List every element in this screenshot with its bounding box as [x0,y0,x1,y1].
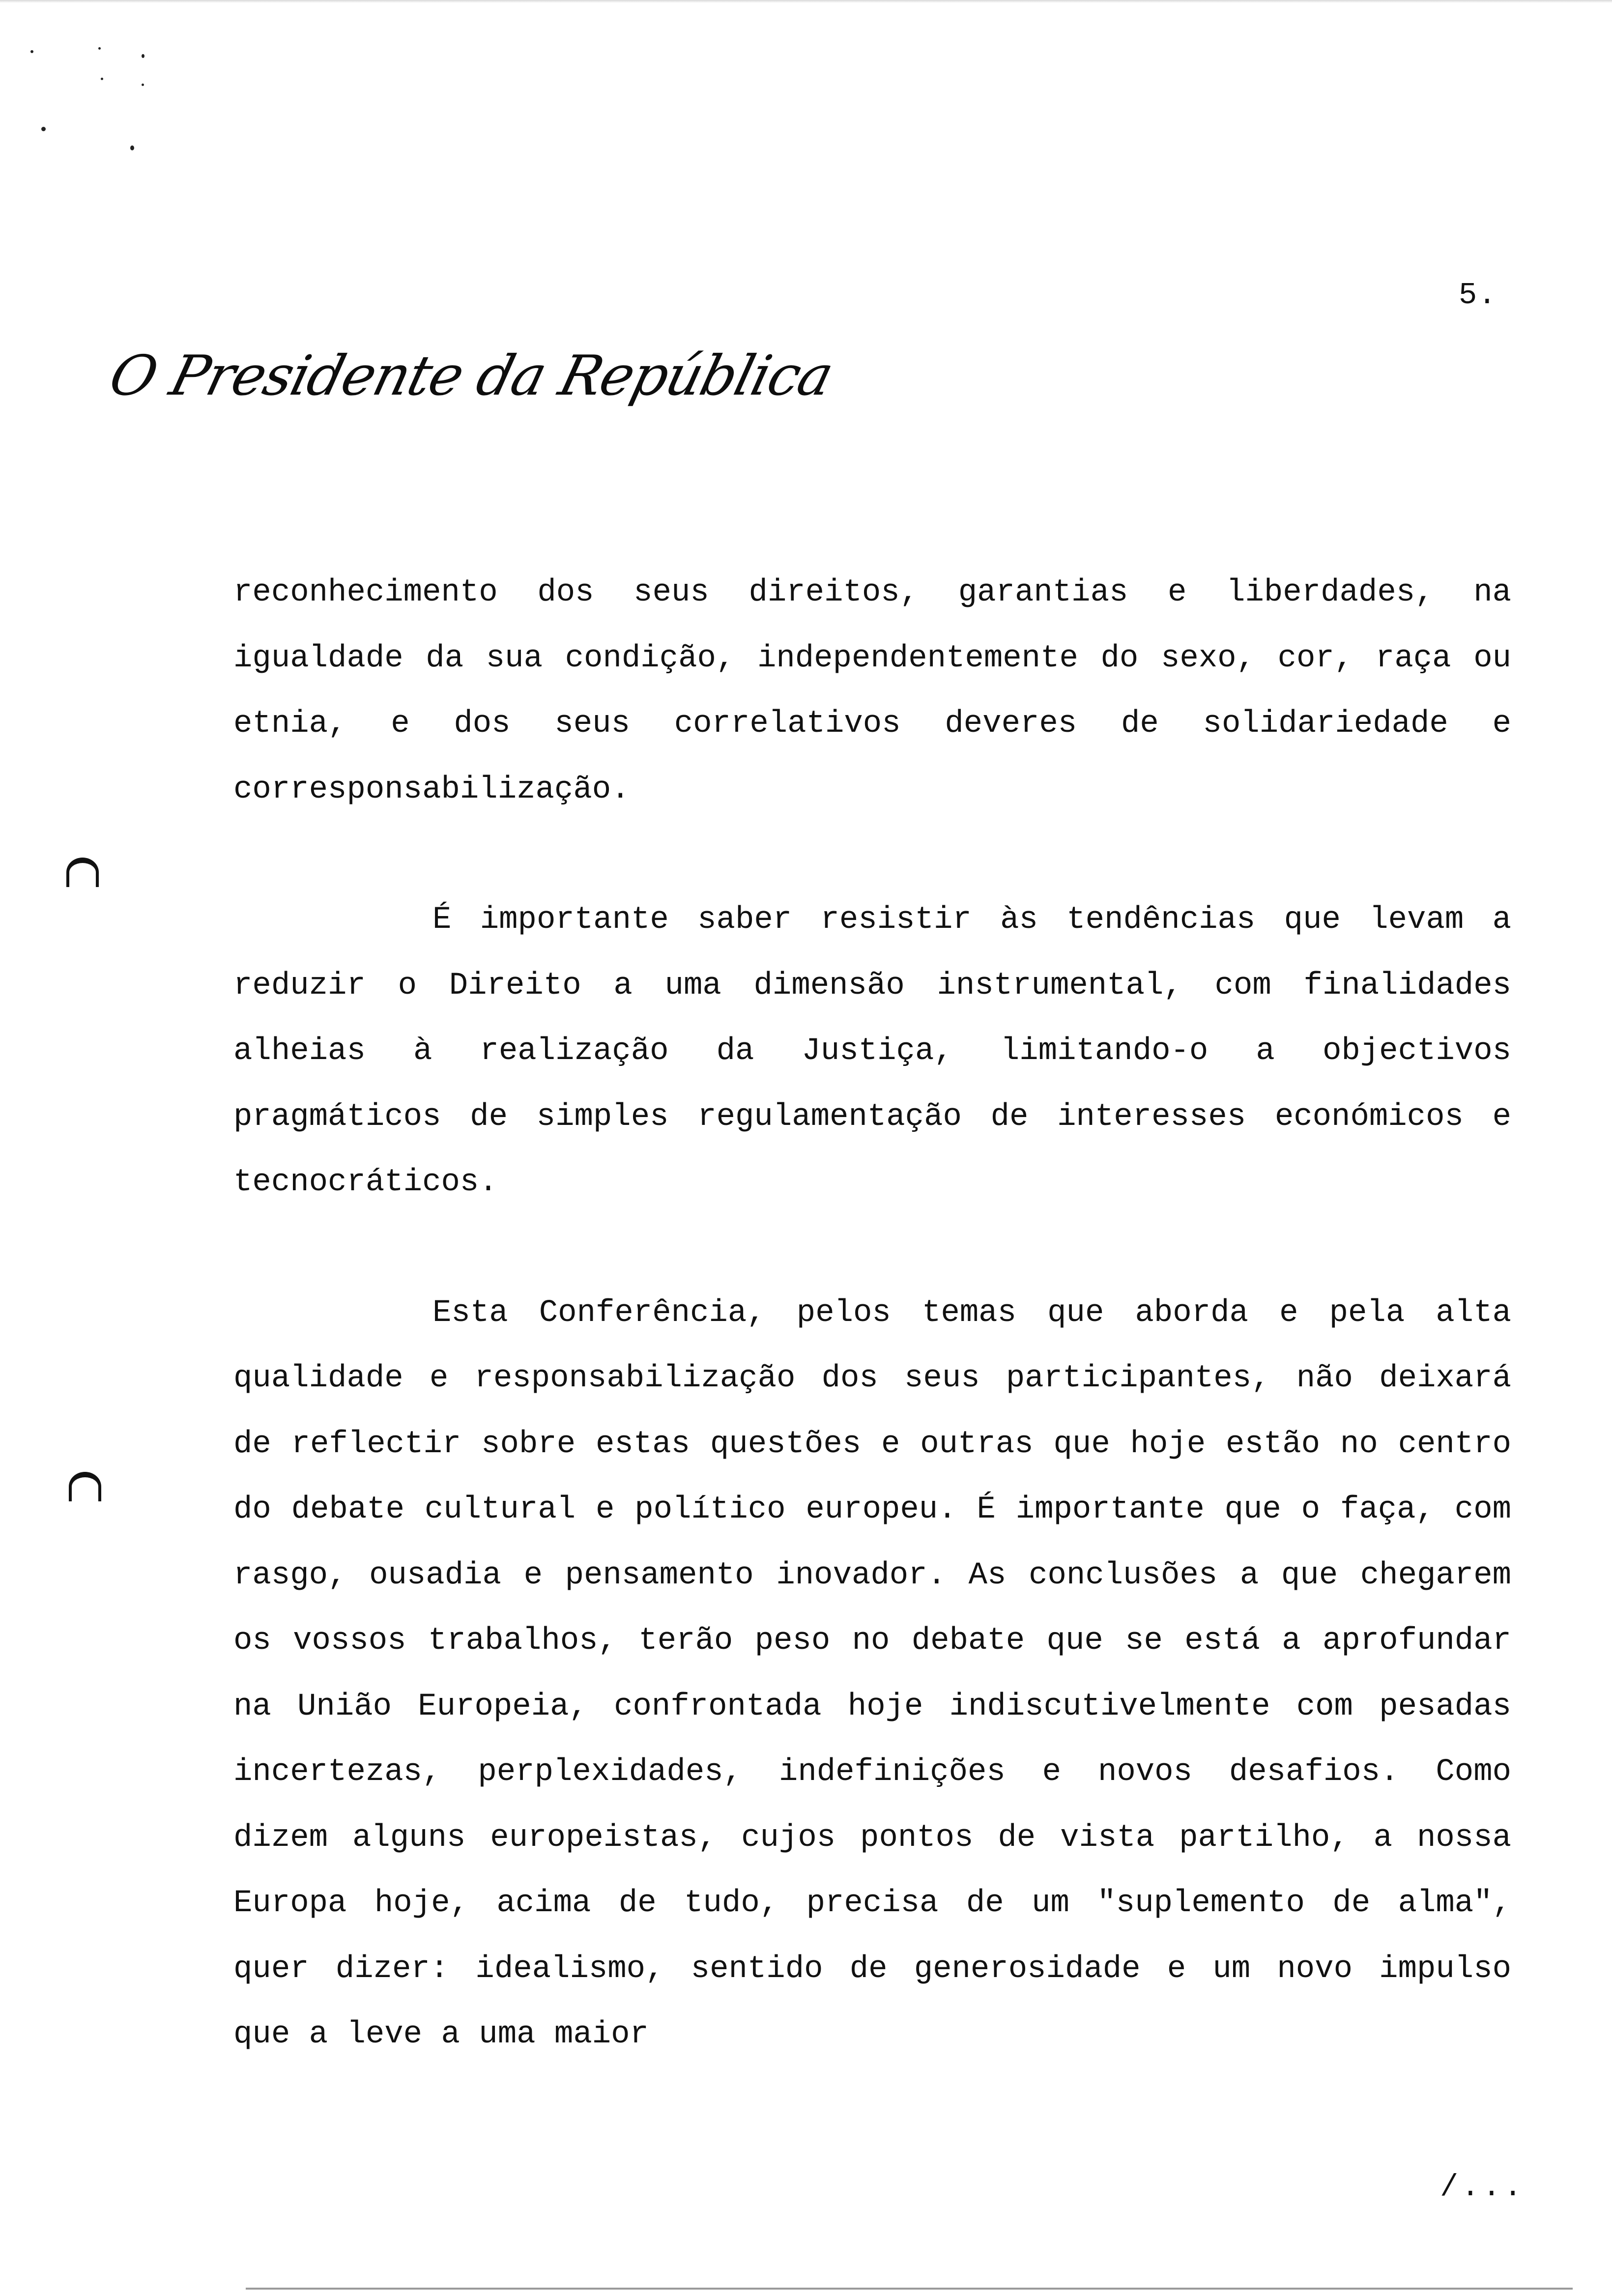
scan-speck [142,54,144,58]
body-text [233,560,1511,2133]
punch-hole-mark [66,858,99,887]
scan-speck [98,47,101,50]
scan-speck [30,50,33,53]
scan-speck [101,78,103,80]
scan-speck [130,145,134,150]
scan-speck [41,127,46,131]
letterhead-signature: O Presidente da República [103,344,839,408]
paragraph-2: É importante saber resistir às tendências que levam a reduzir o Direito a uma dimensão instrumental, com finalidades alheias à realização da Justiça, limitando-o a objectivos pragmáticos de simples regulamentação de interesses económicos e tecnocráticos. [233,902,1511,1200]
continuation-mark: /... [1440,2170,1525,2205]
paragraph-1: reconhecimento dos seus direitos, garantias e liberdades, na igualdade da sua condição, independentemente do sexo, cor, raça ou etnia, e dos seus correlativos deveres de solidariedade e corresponsabilização. [233,575,1511,807]
punch-hole-mark [69,1472,101,1501]
page-number: 5. [1459,278,1497,313]
paragraph-3: Esta Conferência, pelos temas que aborda e pela alta qualidade e responsabilização dos seus participantes, não deixará de reflectir sobre estas questões e outras que hoje estão no centro do debate cultural e político europeu. É importante que o faça, com rasgo, ousadia e pensamento inovador. As conclusões a que chegarem os vossos trabalhos, terão peso no debate que se está a aprofundar na União Europeia, confrontada hoje indiscutivelmente com pesadas incertezas, perplexidades, indefinições e novos desafios. Como dizem alguns europeistas, cujos pontos de vista partilho, a nossa Europa hoje, acima de tudo, precisa de um "suplemento de alma", quer dizer: idealismo, sentido de generosidade e um novo impulso que a leve a uma maior [233,1295,1511,2052]
scan-top-edge [0,0,1612,3]
scan-speck [142,84,144,86]
scan-bottom-edge [246,2288,1573,2290]
